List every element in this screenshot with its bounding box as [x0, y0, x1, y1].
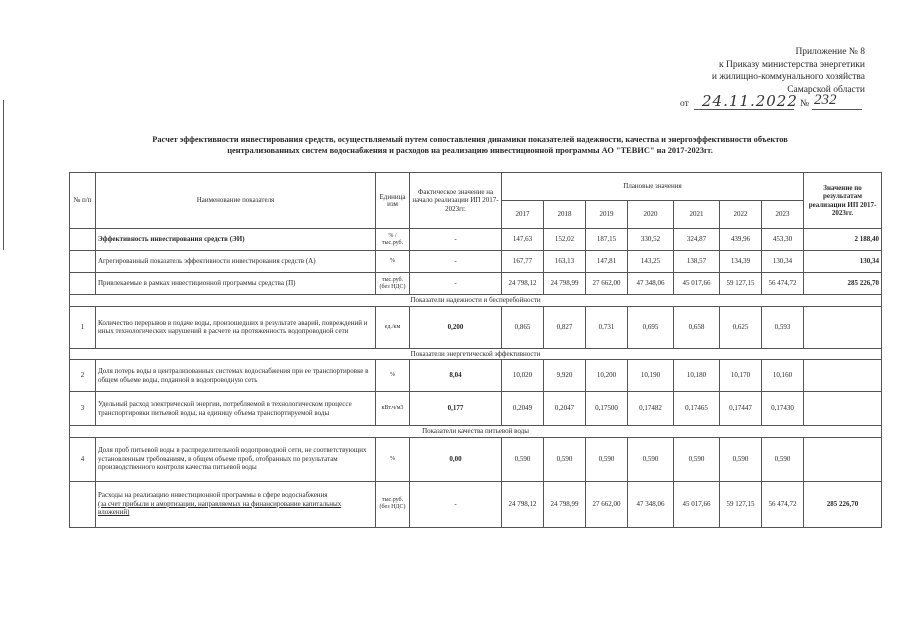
row-num: 4 [70, 437, 96, 481]
row-value: 24 798,12 [502, 481, 544, 527]
row-unit: % [376, 251, 410, 273]
row-value: 0,731 [586, 306, 628, 348]
title-line-2: централизованных систем водоснабжения и расходов на реализацию инвестиционной программы АО "ТЕВИС" на 2017-2023гг. [227, 146, 713, 155]
table-row [70, 392, 882, 426]
table-row [70, 360, 882, 392]
row-unit: % [376, 437, 410, 481]
row-value: 147,63 [502, 229, 544, 251]
col-header-year: 2019 [586, 201, 628, 229]
row-value: 167,77 [502, 251, 544, 273]
title-line-1: Расчет эффективности инвестирования средств, осуществляемый путем сопоставления динамики показателей надежности, качества и энергоэффективности объектов [152, 135, 788, 144]
row-value: 130,34 [762, 251, 804, 273]
document-title [90, 134, 850, 156]
annex-line-3: и жилищно-коммунального хозяйства [711, 72, 865, 82]
table-row [70, 273, 882, 295]
row-value: 0,590 [674, 437, 720, 481]
row-name: Количество перерывов в подаче воды, произошедших в результате аварий, повреждений и иных технологических нарушений в расчете на протяженность водопроводной сети [96, 306, 376, 348]
row-value: 0,590 [720, 437, 762, 481]
row-value: 0,865 [502, 306, 544, 348]
row-result: 2 188,40 [804, 229, 882, 251]
row-value: 10,180 [674, 360, 720, 392]
row-name [96, 481, 376, 527]
row-value: 0,590 [628, 437, 674, 481]
row-value: 59 127,15 [720, 273, 762, 295]
row-value: 0,658 [674, 306, 720, 348]
col-header-planned: Плановые значения [502, 173, 804, 201]
annex-line-1: Приложение № 8 [795, 47, 865, 57]
row-result: 285 226,70 [804, 273, 882, 295]
row-unit: % [376, 360, 410, 392]
row-value: 9,920 [544, 360, 586, 392]
row-value: 0,2049 [502, 392, 544, 426]
col-header-fact: Фактическое значение на начало реализации ИП 2017-2023гг. [410, 173, 502, 229]
row-fact: - [410, 229, 502, 251]
row-fact: 0,00 [410, 437, 502, 481]
row-unit: ед./км [376, 306, 410, 348]
row-value: 147,81 [586, 251, 628, 273]
row-value: 453,30 [762, 229, 804, 251]
row-value: 0,590 [502, 437, 544, 481]
row-value: 0,827 [544, 306, 586, 348]
table-row [70, 437, 882, 481]
row-value: 0,17465 [674, 392, 720, 426]
row-value: 10,190 [628, 360, 674, 392]
row-value: 0,625 [720, 306, 762, 348]
section-header [70, 295, 882, 307]
annex-header [712, 46, 865, 96]
section-water-quality: Показатели качества питьевой воды [70, 426, 882, 438]
row-value: 0,17447 [720, 392, 762, 426]
number-prefix: № [800, 99, 810, 109]
row-value: 47 348,06 [628, 273, 674, 295]
row-num: 3 [70, 392, 96, 426]
row-result [804, 306, 882, 348]
row-value: 47 348,06 [628, 481, 674, 527]
section-header [70, 348, 882, 360]
date-prefix: от [680, 99, 689, 109]
row-value: 27 662,00 [586, 481, 628, 527]
col-header-name: Наименование показателя [96, 173, 376, 229]
row-value: 10,200 [586, 360, 628, 392]
col-header-year: 2018 [544, 201, 586, 229]
section-reliability: Показатели надежности и бесперебойности [70, 295, 882, 307]
row-value: 45 017,66 [674, 273, 720, 295]
table-row [70, 229, 882, 251]
row-value: 24 798,99 [544, 273, 586, 295]
row-value: 45 017,66 [674, 481, 720, 527]
handwritten-number: 232 [814, 92, 837, 108]
row-name: Удельный расход электрической энергии, потребляемой в технологическом процессе транспортировки питьевой воды, на единицу объема транспортируемой воды [96, 392, 376, 426]
table-row [70, 306, 882, 348]
margin-line [3, 100, 4, 250]
row-num: 1 [70, 306, 96, 348]
row-value: 0,695 [628, 306, 674, 348]
row-name: Привлекаемые в рамках инвестиционной программы средства (П) [96, 273, 376, 295]
row-num: 2 [70, 360, 96, 392]
row-fact: - [410, 251, 502, 273]
handwritten-date: 24.11.2022 [702, 92, 798, 110]
row-value: 0,17482 [628, 392, 674, 426]
section-header [70, 426, 882, 438]
row-fact: 8,04 [410, 360, 502, 392]
col-header-unit: Единица изм [376, 173, 410, 229]
row-value: 187,15 [586, 229, 628, 251]
row-result: 130,34 [804, 251, 882, 273]
row-fact: 0,177 [410, 392, 502, 426]
row-value: 0,590 [762, 437, 804, 481]
row-value: 24 798,99 [544, 481, 586, 527]
row-result: 285 226,70 [804, 481, 882, 527]
row-name: Агрегированный показатель эффективности инвестирования средств (А) [96, 251, 376, 273]
row-result [804, 437, 882, 481]
row-unit: тыс.руб. (без НДС) [376, 481, 410, 527]
row-value: 27 662,00 [586, 273, 628, 295]
section-energy: Показатели энергетической эффективности [70, 348, 882, 360]
row-result [804, 392, 882, 426]
row-value: 439,96 [720, 229, 762, 251]
row-value: 330,52 [628, 229, 674, 251]
efficiency-table [69, 172, 882, 528]
annex-line-4: Самарской области [787, 84, 865, 95]
row-value: 59 127,15 [720, 481, 762, 527]
col-header-year: 2022 [720, 201, 762, 229]
row-name: Эффективность инвестирования средств (ЭИ) [96, 229, 376, 251]
row-value: 0,2047 [544, 392, 586, 426]
table-row [70, 481, 882, 527]
row-value: 0,17500 [586, 392, 628, 426]
col-header-year: 2023 [762, 201, 804, 229]
row-value: 324,87 [674, 229, 720, 251]
row-fact: - [410, 273, 502, 295]
row-fact: 0,200 [410, 306, 502, 348]
row-value: 56 474,72 [762, 481, 804, 527]
order-date-number [680, 92, 880, 112]
row-name-main: Расходы на реализацию инвестиционной программы в сфере водоснабжения [98, 491, 328, 500]
number-underline [812, 109, 862, 110]
col-header-year: 2017 [502, 201, 544, 229]
row-result [804, 360, 882, 392]
date-underline [694, 109, 794, 110]
row-unit: % /тыс.руб. [376, 229, 410, 251]
table-row [70, 251, 882, 273]
row-value: 143,25 [628, 251, 674, 273]
row-value: 10,160 [762, 360, 804, 392]
row-name: Доля потерь воды в централизованных системах водоснабжения при ее транспортировке в общем объеме воды, поданной в водопроводную сеть [96, 360, 376, 392]
row-value: 10,170 [720, 360, 762, 392]
row-value: 56 474,72 [762, 273, 804, 295]
col-header-result: Значение по результатам реализации ИП 2017-2023гг. [804, 173, 882, 229]
row-value: 134,39 [720, 251, 762, 273]
col-header-num: № п/п [70, 173, 96, 229]
row-value: 152,02 [544, 229, 586, 251]
row-name: Доля проб питьевой воды в распределительной водопроводной сети, не соответствующих установленным требованиям, в общем объеме проб, отобранных по результатам производственного контроля качества питьевой воды [96, 437, 376, 481]
row-unit: тыс.руб. (без НДС) [376, 273, 410, 295]
annex-line-2: к Приказу министерства энергетики [718, 59, 865, 70]
col-header-year: 2021 [674, 201, 720, 229]
row-value: 138,57 [674, 251, 720, 273]
row-value: 24 798,12 [502, 273, 544, 295]
row-value: 0,593 [762, 306, 804, 348]
row-name-note: (за счет прибыли и амортизации, направляемых на финансирование капитальных вложений) [98, 499, 342, 517]
row-unit: кВт.ч/м3 [376, 392, 410, 426]
row-value: 10,020 [502, 360, 544, 392]
row-value: 163,13 [544, 251, 586, 273]
row-value: 0,17430 [762, 392, 804, 426]
row-value: 0,590 [544, 437, 586, 481]
row-value: 0,590 [586, 437, 628, 481]
col-header-year: 2020 [628, 201, 674, 229]
row-fact: - [410, 481, 502, 527]
